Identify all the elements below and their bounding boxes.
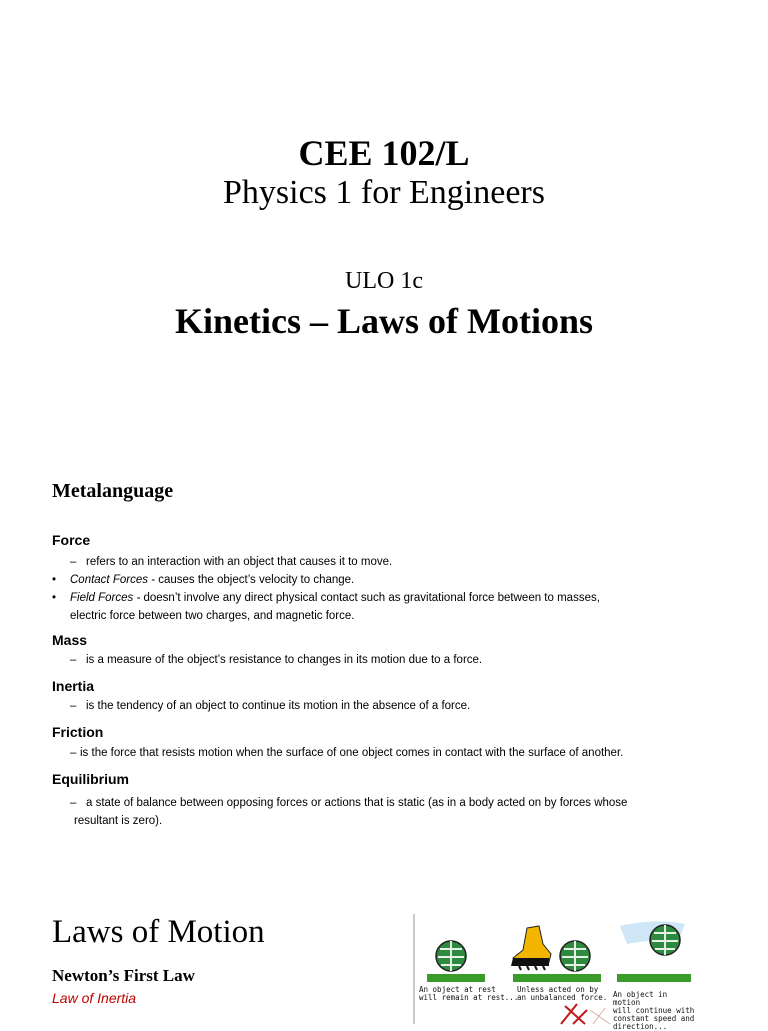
contact-forces-label: Contact Forces - [70, 574, 155, 586]
caption-in-motion [613, 991, 697, 1031]
term-inertia: Inertia [52, 678, 95, 694]
caption-at-rest-line2: will remain at rest... [419, 993, 519, 1002]
definition-friction-text: is the force that resists motion when the surface of one object comes in contact with the surface of another. [80, 747, 624, 759]
caption-in-motion-line3: constant speed and [613, 1014, 695, 1023]
definition-mass-text: is a measure of the object’s resistance to changes in its motion due to a force. [86, 654, 483, 666]
ball-in-motion-icon [650, 925, 680, 955]
definition-equilibrium-line2: resultant is zero). [74, 815, 163, 827]
ball-at-rest-icon [436, 941, 466, 971]
ground-strip-3 [617, 974, 691, 982]
definition-inertia-text: is the tendency of an object to continue its motion in the absence of a force. [86, 700, 471, 712]
term-mass: Mass [52, 632, 88, 648]
bullet-icon: • [52, 592, 57, 604]
dash-marker: – [70, 747, 77, 759]
definition-equilibrium-line1: a state of balance between opposing forces or actions that is static (as in a body acted on by forces whose [86, 797, 628, 809]
definition-equilibrium [70, 794, 760, 830]
term-friction: Friction [52, 724, 104, 740]
contact-forces-text: causes the object’s velocity to change. [158, 574, 355, 586]
dash-marker: – [70, 556, 77, 568]
dash-marker: – [70, 797, 77, 809]
metalanguage-heading: Metalanguage [52, 480, 174, 502]
ulo-label: ULO 1c [345, 268, 423, 294]
caption-unbalanced-line2: an unbalanced force. [517, 993, 608, 1002]
law-of-inertia-subtitle: Law of Inertia [52, 990, 137, 1006]
ball-kicked-icon [560, 941, 590, 971]
caption-in-motion-line4: direction... [613, 1022, 668, 1031]
topic-title: Kinetics – Laws of Motions [175, 301, 593, 341]
faint-pattern-decoration [590, 1008, 610, 1024]
laws-of-motion-heading: Laws of Motion [52, 914, 265, 950]
term-equilibrium: Equilibrium [52, 771, 129, 787]
caption-at-rest-line1: An object at rest [419, 985, 496, 994]
caption-in-motion-line1: An object in motion [613, 990, 668, 1007]
kicking-boot-icon [511, 926, 551, 970]
field-forces-text-line2: electric force between two charges, and magnetic force. [70, 610, 355, 622]
course-code: CEE 102/L [298, 133, 470, 173]
caption-at-rest [419, 986, 518, 1002]
ground-strip-1 [427, 974, 485, 982]
newtons-first-law-heading: Newton’s First Law [52, 966, 195, 985]
ground-strip-2 [513, 974, 601, 982]
caption-unbalanced-line1: Unless acted on by [517, 985, 599, 994]
definition-force [70, 553, 730, 571]
dash-marker: – [70, 654, 77, 666]
field-forces-label: Field Forces - [70, 592, 141, 604]
red-pattern-decoration [561, 1004, 587, 1024]
bullet-contact-forces [52, 571, 732, 589]
definition-mass [70, 651, 730, 669]
caption-unbalanced-force [517, 986, 607, 1002]
term-force: Force [52, 532, 91, 548]
bullet-field-forces [52, 589, 732, 625]
field-forces-text-line1: doesn’t involve any direct physical contact such as gravitational force between to masses, [143, 592, 600, 604]
definition-inertia [70, 697, 730, 715]
course-title: Physics 1 for Engineers [222, 174, 545, 211]
definition-force-text: refers to an interaction with an object that causes it to move. [86, 556, 393, 568]
first-law-illustration [413, 914, 697, 1031]
bullet-icon: • [52, 574, 57, 586]
dash-marker: – [70, 700, 77, 712]
caption-in-motion-line2: will continue with [613, 1006, 695, 1015]
definition-friction [70, 744, 760, 762]
